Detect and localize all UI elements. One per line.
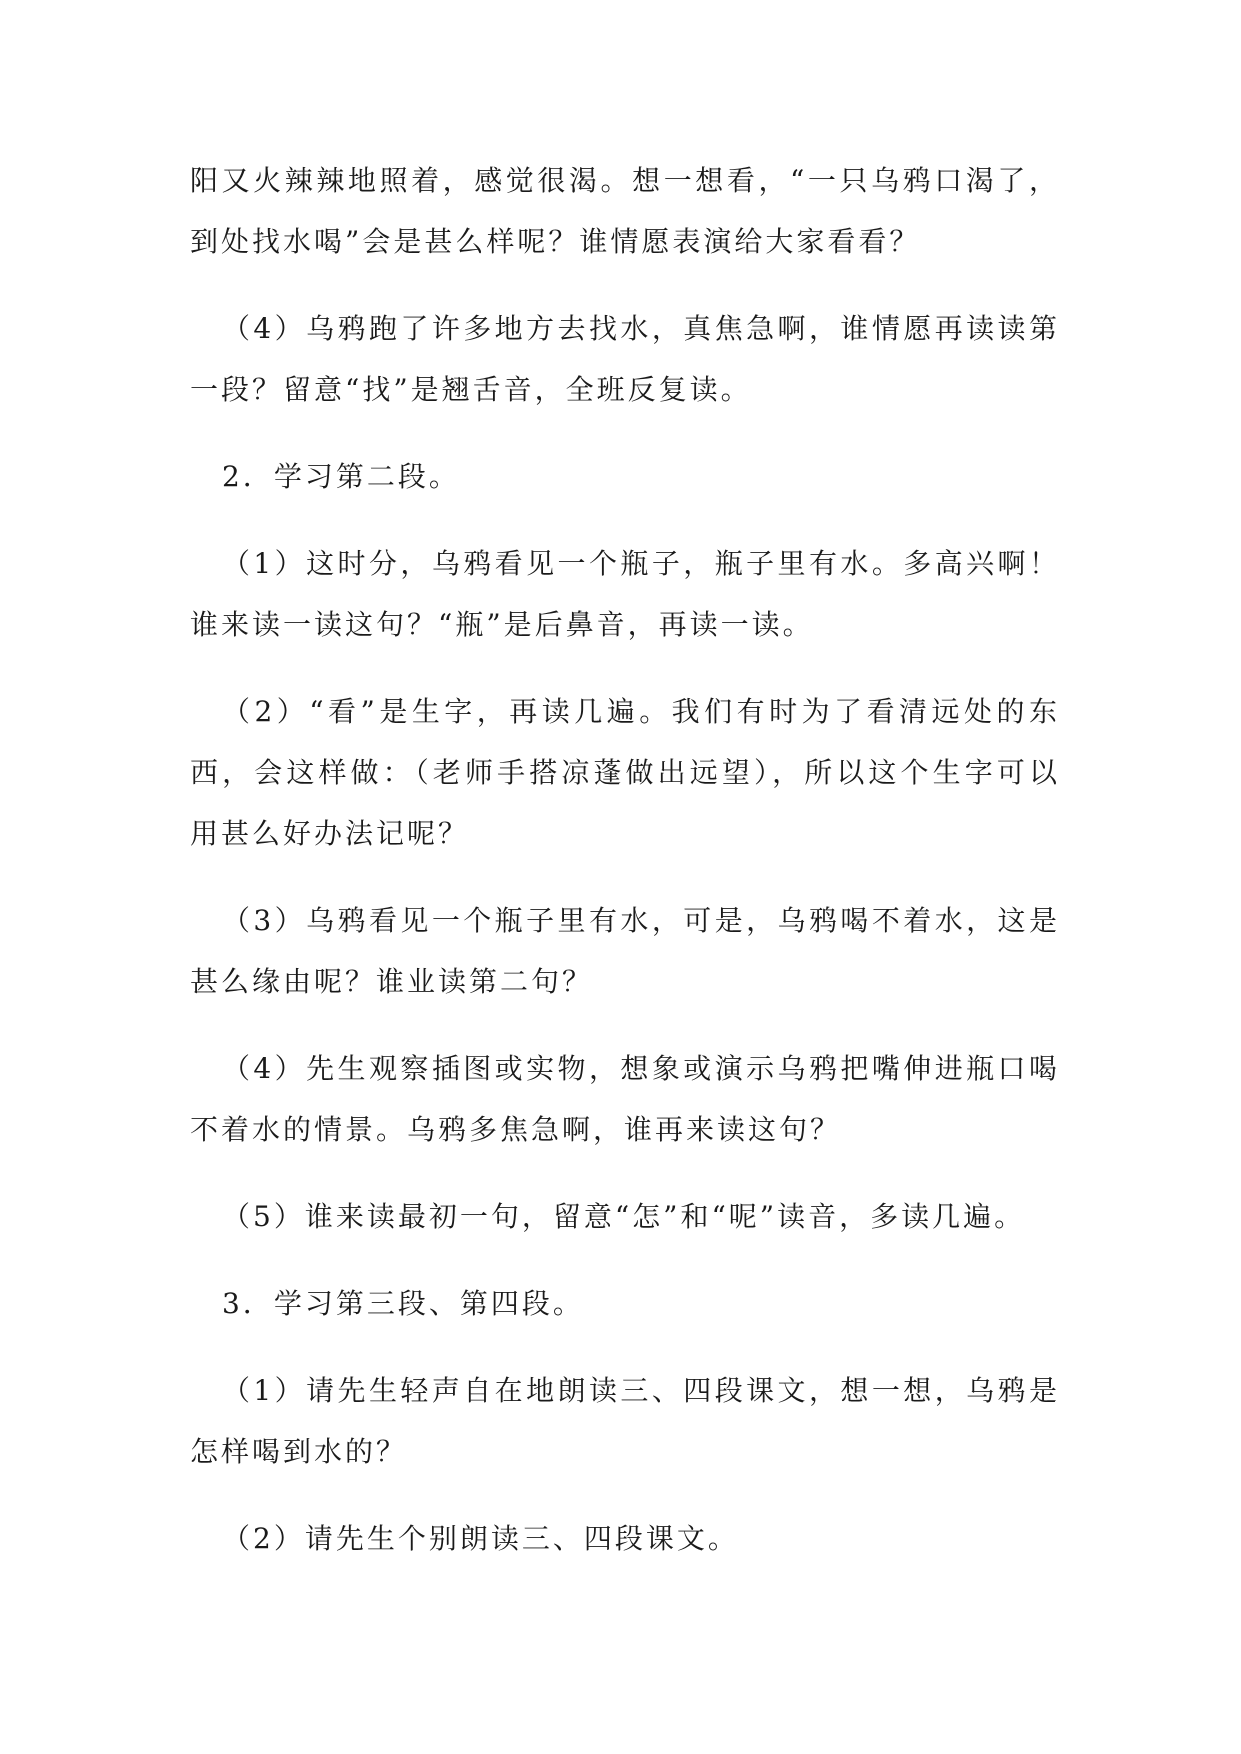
paragraph-item-2-look: （2）“看”是生字，再读几遍。我们有时为了看清远处的东西，会这样做：（老师手搭凉蓬做出远望），所以这个生字可以用甚么好办法记呢？ <box>190 695 1060 850</box>
paragraph-item-4-observe: （4）先生观察插图或实物，想象或演示乌鸦把嘴伸进瓶口喝不着水的情景。乌鸦多焦急啊，谁再来读这句？ <box>190 1052 1060 1146</box>
section-heading-3: 3．学习第三段、第四段。 <box>222 1287 584 1320</box>
paragraph-item-1-read-aloud: （1）请先生轻声自在地朗读三、四段课文，想一想，乌鸦是怎样喝到水的？ <box>190 1374 1060 1468</box>
paragraph-item-2-individual-read: （2）请先生个别朗读三、四段课文。 <box>222 1522 739 1555</box>
section-heading-2: 2．学习第二段。 <box>222 460 460 493</box>
paragraph-item-1-bottle: （1）这时分，乌鸦看见一个瓶子，瓶子里有水。多高兴啊！谁来读一读这句？“瓶”是后鼻音，再读一读。 <box>190 547 1060 641</box>
document-body <box>190 150 1060 1595</box>
paragraph-item-3-cannot-drink: （3）乌鸦看见一个瓶子里有水，可是，乌鸦喝不着水，这是甚么缘由呢？谁业读第二句？ <box>190 904 1060 998</box>
paragraph-item-5-read-last: （5）谁来读最初一句，留意“怎”和“呢”读音，多读几遍。 <box>222 1200 1026 1233</box>
paragraph-item-4-find-water: （4）乌鸦跑了许多地方去找水，真焦急啊，谁情愿再读读第一段？留意“找”是翘舌音，全班反复读。 <box>190 312 1060 406</box>
paragraph-continuation: 阳又火辣辣地照着，感觉很渴。想一想看，“一只乌鸦口渴了，到处找水喝”会是甚么样呢？谁情愿表演给大家看看？ <box>190 164 1060 258</box>
